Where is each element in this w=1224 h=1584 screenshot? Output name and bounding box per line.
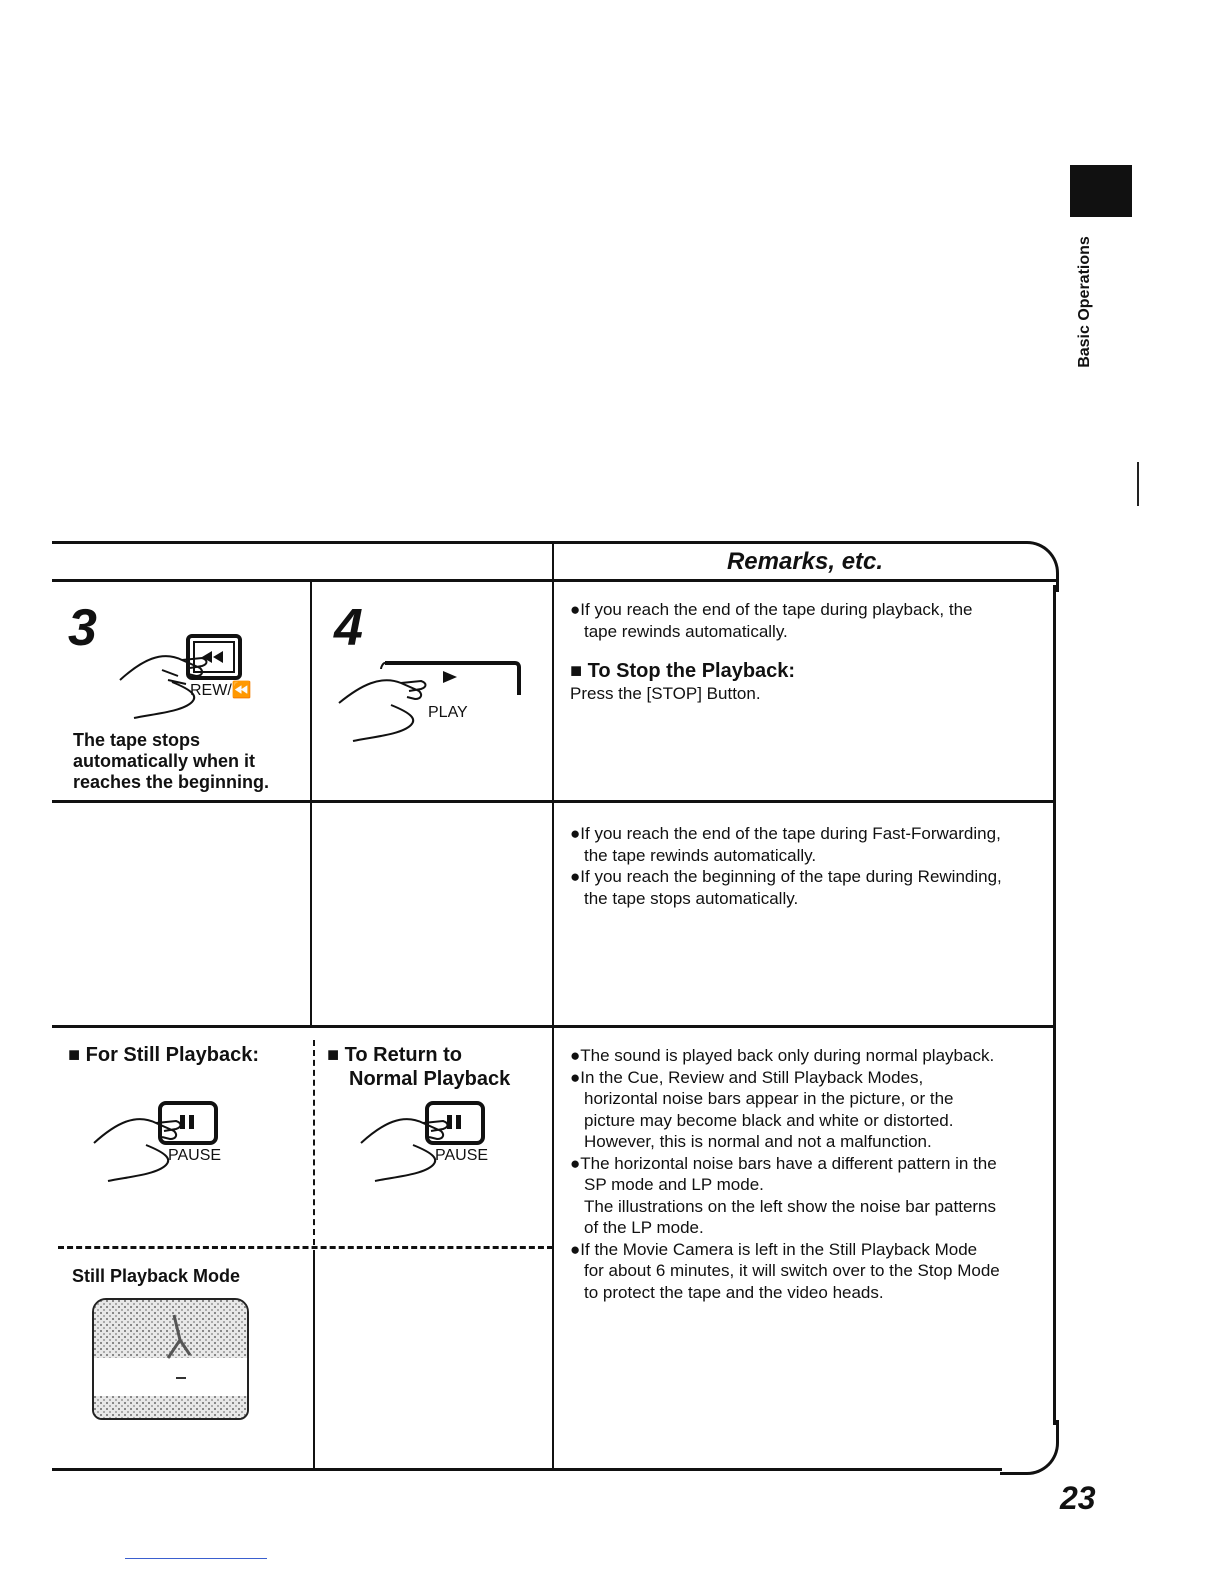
header-rule [52, 579, 1056, 582]
return-normal-heading: ■ To Return to Normal Playback [327, 1044, 511, 1090]
step-number-3: 3 [68, 599, 97, 657]
remark-bullet: ●The horizontal noise bars have a different pattern in the SP mode and LP mode. The illustrations on the left show the noise bar patterns of the LP mode. [570, 1153, 997, 1237]
table-corner-bottom [1000, 1420, 1059, 1475]
row-rule-1 [52, 800, 1056, 803]
play-icon [381, 663, 519, 695]
col-divider-steps-row3 [313, 1250, 315, 1470]
remark-bullet: ●If the Movie Camera is left in the Still Playback Mode for about 6 minutes, it will switch over to the Stop Mode to protect the tape and the video heads. [570, 1239, 1000, 1302]
return-pause-label: PAUSE [435, 1147, 489, 1164]
remark-bullet: ●The sound is played back only during normal playback. [570, 1046, 995, 1065]
stop-playback-text: Press the [STOP] Button. [570, 684, 761, 703]
dashed-rule [58, 1246, 553, 1249]
pause-icon [427, 1103, 483, 1143]
remark-bullet: ●If you reach the end of the tape during playback, the tape rewinds automatically. [570, 600, 973, 641]
rewind-icon [188, 636, 240, 678]
play-button-illustration [335, 655, 525, 745]
page-number: 23 [1060, 1480, 1096, 1516]
col-divider-dashed [313, 1040, 315, 1245]
scan-artifact-line [125, 1558, 267, 1559]
still-pause-label: PAUSE [168, 1147, 222, 1164]
remark-bullet: ●In the Cue, Review and Still Playback Modes, horizontal noise bars appear in the picture, or the picture may become black and white or distorted. However, this is normal and not a malfunction. [570, 1067, 954, 1151]
row-rule-2 [52, 1025, 1056, 1028]
return-pause-button-illustration [355, 1095, 505, 1185]
remarks-heading: Remarks, etc. [726, 548, 884, 575]
section-tab-label: Basic Operations [1076, 236, 1093, 368]
stop-playback-heading: ■ To Stop the Playback: [570, 660, 796, 682]
section-tab-marker [1070, 165, 1132, 217]
remark-bullet: ●If you reach the end of the tape during Fast-Forwarding, the tape rewinds automatically. [570, 824, 1001, 865]
pause-icon [160, 1103, 216, 1143]
play-button-label: PLAY [428, 704, 468, 721]
row3-remarks [570, 1045, 1055, 1303]
step-number-4: 4 [334, 599, 363, 657]
remark-bullet: ●If you reach the beginning of the tape during Rewinding, the tape stops automatically. [570, 867, 1002, 908]
col-divider-steps-row1 [310, 580, 312, 802]
still-mode-screen-illustration [92, 1298, 249, 1420]
pause-button-illustration [88, 1095, 238, 1185]
still-mode-label: Still Playback Mode [72, 1266, 241, 1286]
col-divider-remarks [552, 541, 554, 1471]
table-top-rule [52, 541, 1002, 544]
rewind-button-illustration [112, 630, 272, 720]
margin-mark [1137, 462, 1139, 506]
col-divider-steps-row2 [310, 802, 312, 1028]
row2-remarks [570, 823, 1055, 909]
step3-caption: The tape stops automatically when it reaches the beginning. [73, 730, 270, 792]
hand-press-icon [339, 680, 426, 741]
still-playback-heading: ■ For Still Playback: [68, 1044, 260, 1066]
row1-remarks [570, 599, 1050, 642]
rew-button-label: REW/⏪ [190, 682, 252, 699]
table-bottom-rule [52, 1468, 1002, 1471]
